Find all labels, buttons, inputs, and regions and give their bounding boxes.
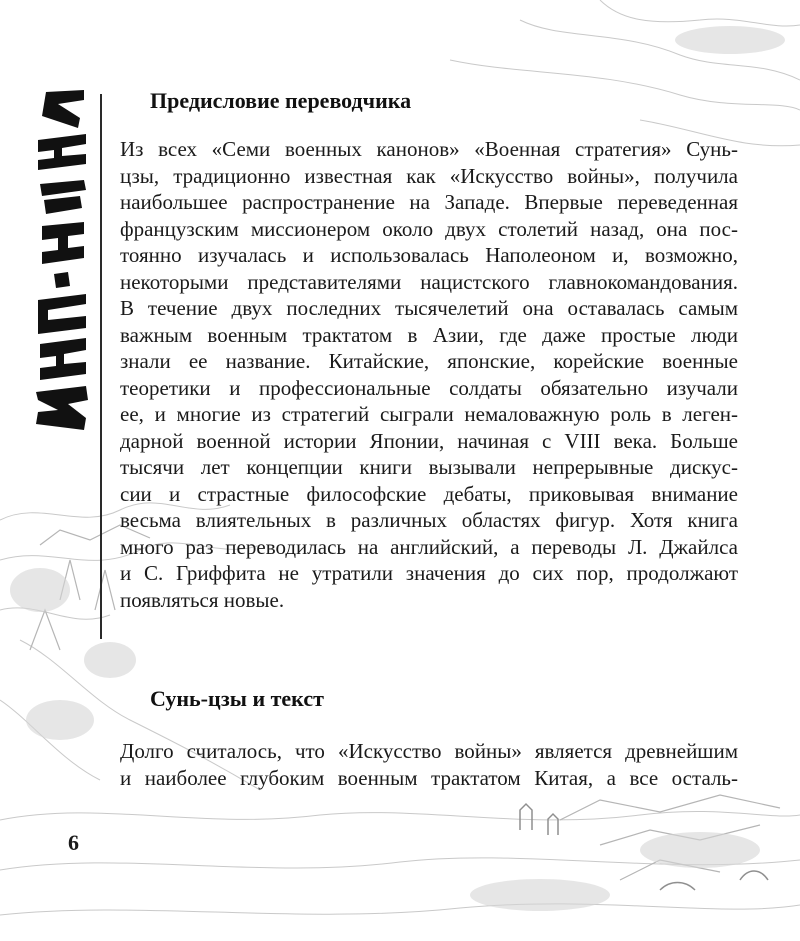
text-line: появляться новые. (120, 587, 285, 612)
text-line: сии и страстные философские дебаты, приковывая внимание (120, 481, 738, 506)
text-line: и С. Гриффита не утратили значения до сих пор, продолжают (120, 561, 738, 585)
text-line: Из всех «Семи военных канонов» «Военная стратегия» Сунь- (120, 137, 738, 161)
text-line: весьма влиятельных в различных областях фигур. Хотя книга (120, 508, 738, 532)
text-line: тысячи лет концепции книги вызывали непрерывные дискус- (120, 455, 738, 479)
text-line: теоретики и профессиональные солдаты обязательно изучали (120, 375, 738, 400)
side-title-brush-logo (28, 88, 92, 433)
sunzi-paragraph (120, 738, 738, 791)
preface-paragraph (120, 136, 738, 613)
text-line: тоянно изучалась и использовалась Наполеоном и, возможно, (120, 243, 738, 267)
section-heading-preface: Предисловие переводчика (150, 88, 412, 113)
text-line: цзы, традиционно известная как «Искусство войны», получила (120, 163, 738, 188)
text-line: дарной военной истории Японии, начиная с VIII века. Больше (120, 428, 738, 453)
text-line: Долго считалось, что «Искусство войны» является древнейшим (120, 739, 738, 763)
text-line: ее, и многие из стратегий сыграли немаловажную роль в леген- (120, 402, 738, 426)
text-line: важным военным трактатом в Азии, где даже простые люди (120, 322, 738, 347)
page-number: 6 (68, 830, 79, 855)
text-line: много раз переводилась на английский, а переводы Л. Джайлса (120, 534, 738, 559)
text-line: наибольшее распространение на Западе. Впервые переведенная (120, 190, 738, 214)
text-line: В течение двух последних тысячелетий она оставалась самым (120, 296, 738, 320)
text-line: некоторыми представителями нацистского главнокомандования. (120, 269, 738, 294)
text-line: и наиболее глубоким военным трактатом Китая, а все осталь- (120, 765, 738, 790)
section-heading-sunzi-and-text: Сунь-цзы и текст (150, 686, 324, 711)
text-line: знали ее название. Китайские, японские, корейские военные (120, 349, 738, 373)
text-line: французским миссионером около двух столетий назад, она пос- (120, 216, 738, 241)
vertical-rule (100, 94, 102, 639)
